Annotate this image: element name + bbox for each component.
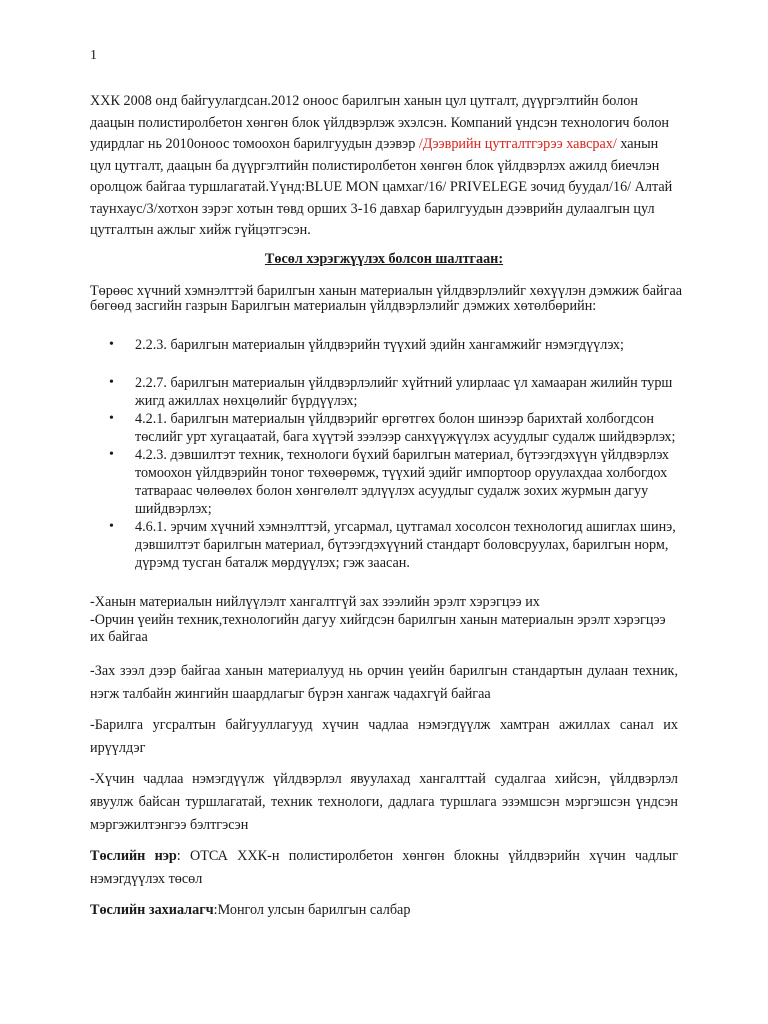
program-bullet-list <box>90 336 680 572</box>
reason-1: -Ханын материалын нийлүүлэлт хангалтгүй зах зээлийн эрэлт хэрэгцээ их <box>90 594 540 610</box>
project-client <box>90 899 678 922</box>
bullet-item: • 4.6.1. эрчим хүчний хэмнэлттэй, угсармал, цутгамал хосолсон технологид ашиглах шинэ, дэвшилтэт барилгын материал, бүтээгдэхүүний стандарт боловсруулах, барилгын норм, дүрэмд тусган баталж мөрдүүлэх; гэж заасан. <box>90 518 680 572</box>
intro-text-1: ХХК 2008 онд байгуулагдсан.2012 оноос барилгын ханын цул цутгалт, дүүргэлтийн болон даацын полистиролбетон хөнгөн блок үйлдвэрлэж эхэлсэн. Компаний үндсэн технологич болон удирдлаг нь 2010оноос томоохон барилгуудын дээвэр <box>90 93 670 152</box>
bullet-item: • 2.2.7. барилгын материалын үйлдвэрлэлийг хүйтний улирлаас үл хамааран жилийн турш жигд ажиллах нөхцөлийг бүрдүүлэх; <box>90 374 680 410</box>
reason-4: -Барилга угсралтын байгууллагууд хүчин чадлаа нэмэгдүүлж хамтран ажиллах санал их ирүүлдэг <box>90 717 678 756</box>
project-name-value: : ОТСА ХХК-н полистиролбетон хөнгөн блокны үйлдвэрийн хүчин чадлыг нэмэгдүүлэх төсөл <box>90 848 678 887</box>
project-name <box>90 845 678 891</box>
intro-paragraph <box>90 91 678 242</box>
project-name-label: Төслийн нэр <box>90 848 177 864</box>
bullet-item: • 2.2.3. барилгын материалын үйлдвэрийн түүхий эдийн хангамжийг нэмэгдүүлэх; <box>90 336 680 354</box>
reason-3: -Зах зээл дээр байгаа ханын материалууд нь орчин үеийн барилгын стандартын дулаан техник, нэгж талбайн жингийн шаардлагыг бүрэн хангаж чадахгүй байгаа <box>90 663 678 702</box>
project-client-value: :Монгол улсын барилгын салбар <box>213 902 411 918</box>
page-number: 1 <box>90 48 97 63</box>
reason-2: -Орчин үеийн техник,технологийн дагуу хийгдсэн барилгын ханын материалын эрэлт хэрэгцээ их байгаа <box>90 612 666 645</box>
project-client-label: Төслийн захиалагч <box>90 902 214 918</box>
lead-paragraph: Төрөөс хүчний хэмнэлттэй барилгын ханын материалын үйлдвэрлэлийг хөхүүлэн дэмжиж байгаа бөгөөд засгийн газрын Барилгын материалын үйлдвэрлэлийг дэмжих хөтөлбөрийн: <box>90 283 683 314</box>
bullet-item: • 4.2.3. дэвшилтэт техник, технологи бүхий барилгын материал, бүтээгдэхүүн үйлдвэрлэх томоохон үйлдвэрийн тоног төхөөрөмж, түүхий эдийг импортоор оруулахдаа холбогдох татвараас чөлөөлөх болон хөнгөлөлт эдлүүлэх асуудлыг судалж зохих журмын дагуу шийдвэрлэх; <box>90 446 680 518</box>
intro-red-text: /Дээврийн цутгалтгэрээ хавсрах/ <box>418 136 617 152</box>
section-heading: Төсөл хэрэгжүүлэх болсон шалтгаан: <box>264 251 504 267</box>
intro-text-2: ханын цул цутгалт, даацын ба дүүргэлтийн полистиролбетон хөнгөн блок үйлдвэрлэх ажилд биечлэн оролцож байгаа туршлагатай.Үүнд:BLUE MON цамхаг/16/ PRIVELEGE зочид буудал/16/ Алтай таунхаус/3/хотхон зэрэг хотын төвд орших 3-16 давхар барилгуудын дээврийн дулаалгын цул цутгалтын ажлыг хийж гүйцэтгэсэн. <box>90 136 673 238</box>
bullet-item: • 4.2.1. барилгын материалын үйлдвэрийг өргөтгөх болон шинээр барихтай холбогдсон төслийг урт хугацаатай, бага хүүтэй зээлээр санхүүжүүлэх асуудлыг судалж шийдвэрлэх; <box>90 410 680 446</box>
reason-5: -Хүчин чадлаа нэмэгдүүлж үйлдвэрлэл явуулахад хангалттай судалгаа хийсэн, үйлдвэрлэл явуулж байсан туршлагатай, техник технологи, дадлага туршлага эзэмшсэн мэргэшсэн үндсэн мэргэжилтэнгээ бэлтгэсэн <box>90 771 678 833</box>
